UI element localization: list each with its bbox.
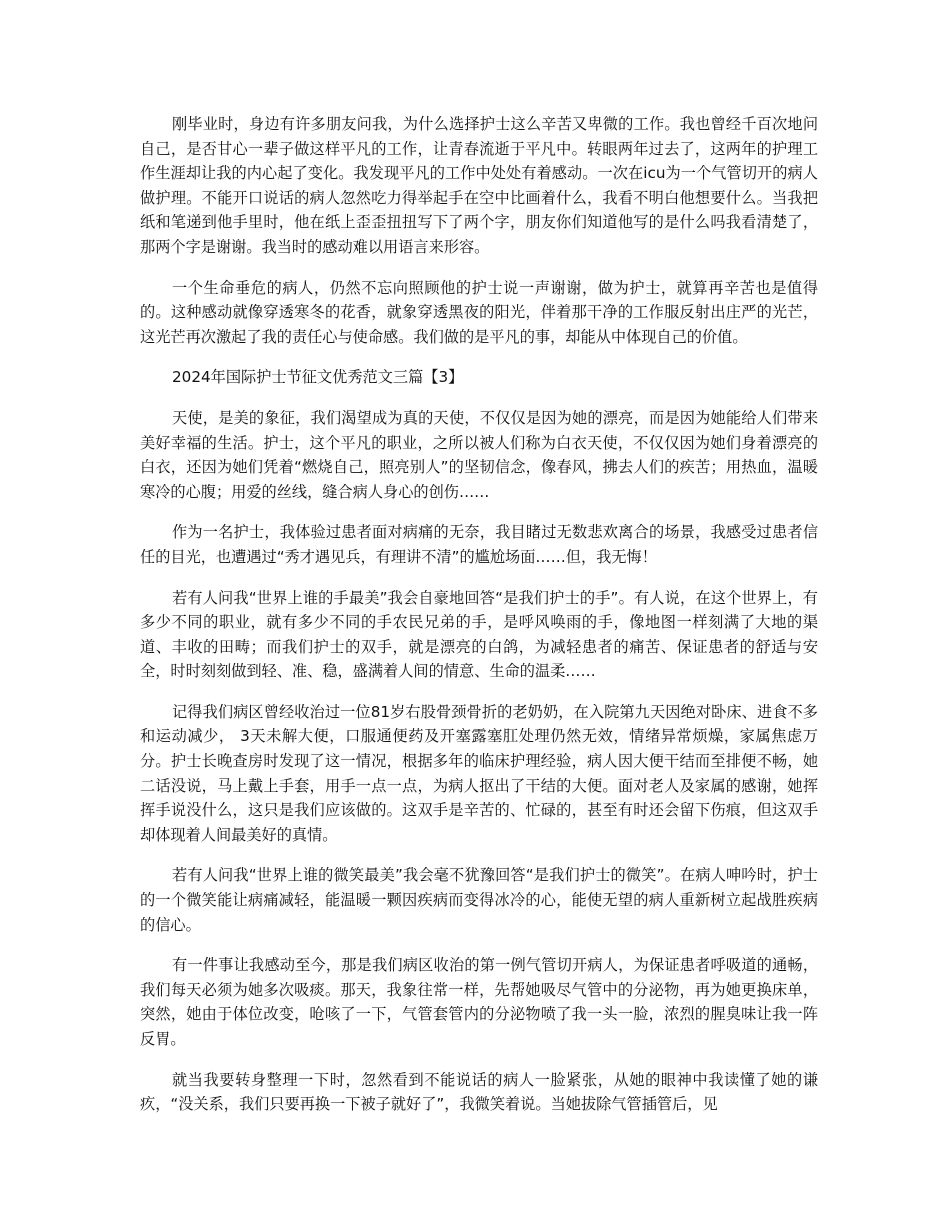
paragraph: 刚毕业时，身边有许多朋友问我，为什么选择护士这么辛苦又卑微的工作。我也曾经千百次地问自己，是否甘心一辈子做这样平凡的工作，让青春流逝于平凡中。转眼两年过去了，这两年的护理工作生涯却让我的内心起了变化。我发现平凡的工作中处处有着感动。一次在icu为一个气管切开的病人做护理。不能开口说话的病人忽然吃力得举起手在空中比画着什么，我看不明白他想要什么。当我把纸和笔递到他手里时，他在纸上歪歪扭扭写下了两个字，朋友你们知道他写的是什么吗我看清楚了，那两个字是谢谢。我当时的感动难以用语言来形容。	[140, 115, 818, 256]
paragraph: 若有人问我“世界上谁的微笑最美”我会毫不犹豫回答“是我们护士的微笑”。在病人呻吟时，护士的一个微笑能让病痛减轻，能温暖一颗因疾病而变得冰冷的心，能使无望的病人重新树立起战胜疾病的信心。	[140, 866, 818, 934]
paragraph: 一个生命垂危的病人，仍然不忘向照顾他的护士说一声谢谢，做为护士，就算再辛苦也是值得的。这种感动就像穿透寒冬的花香，就象穿透黑夜的阳光，伴着那干净的工作服反射出庄严的光芒，这光芒再次激起了我的责任心与使命感。我们做的是平凡的事，却能从中体现自己的价值。	[140, 278, 818, 346]
paragraph: 有一件事让我感动至今，那是我们病区收治的第一例气管切开病人，为保证患者呼吸道的通畅，我们每天必须为她多次吸痰。那天，我象往常一样，先帮她吸尽气管中的分泌物，再为她更换床单，突然，她由于体位改变，呛咳了一下，气管套管内的分泌物喷了我一头一脸，浓烈的腥臭味让我一阵反胃。	[140, 956, 818, 1048]
paragraph: 天使，是美的象征，我们渴望成为真的天使，不仅仅是因为她的漂亮，而是因为她能给人们带来美好幸福的生活。护士，这个平凡的职业，之所以被人们称为白衣天使，不仅仅因为她们身着漂亮的白衣，还因为她们凭着“燃烧自己，照亮别人”的坚韧信念，像春风，拂去人们的疾苦；用热血，温暖寒冷的心腹；用爱的丝线，缝合病人身心的创伤……	[140, 408, 818, 501]
section-heading: 2024年国际护士节征文优秀范文三篇【3】	[172, 368, 464, 387]
paragraph: 就当我要转身整理一下时，忽然看到不能说话的病人一脸紧张，从她的眼神中我读懂了她的谦疚，“没关系，我们只要再换一下被子就好了”，我微笑着说。当她拔除气管插管后，见	[140, 1070, 818, 1114]
paragraph: 若有人问我“世界上谁的手最美”我会自豪地回答“是我们护士的手”。有人说，在这个世界上，有多少不同的职业，就有多少不同的手农民兄弟的手，是呼风唤雨的手，像地图一样刻满了大地的渠道、丰收的田畴；而我们护士的双手，就是漂亮的白鸽，为减轻患者的痛苦、保证患者的舒适与安全，时时刻刻做到轻、准、稳，盛满着人间的情意、生命的温柔……	[140, 588, 818, 681]
document-page	[140, 112, 818, 1133]
paragraph: 作为一名护士，我体验过患者面对病痛的无奈，我目睹过无数悲欢离合的场景，我感受过患者信任的目光，也遭遇过“秀才遇见兵，有理讲不清”的尴尬场面……但，我无悔！	[140, 523, 818, 566]
paragraph: 记得我们病区曾经收治过一位81岁右股骨颈骨折的老奶奶，在入院第九天因绝对卧床、进食不多和运动减少， 3天未解大便，口服通便药及开塞露塞肛处理仍然无效，情绪异常烦燥，家属焦虑万分。护士长晚查房时发现了这一情况，根据多年的临床护理经验，病人因大便干结而至排便不畅，她二话没说，马上戴上手套，用手一点一点，为病人抠出了干结的大便。面对老人及家属的感谢，她挥挥手说没什么，这只是我们应该做的。这双手是辛苦的、忙碌的，甚至有时还会留下伤痕，但这双手却体现着人间最美好的真情。	[140, 702, 818, 844]
